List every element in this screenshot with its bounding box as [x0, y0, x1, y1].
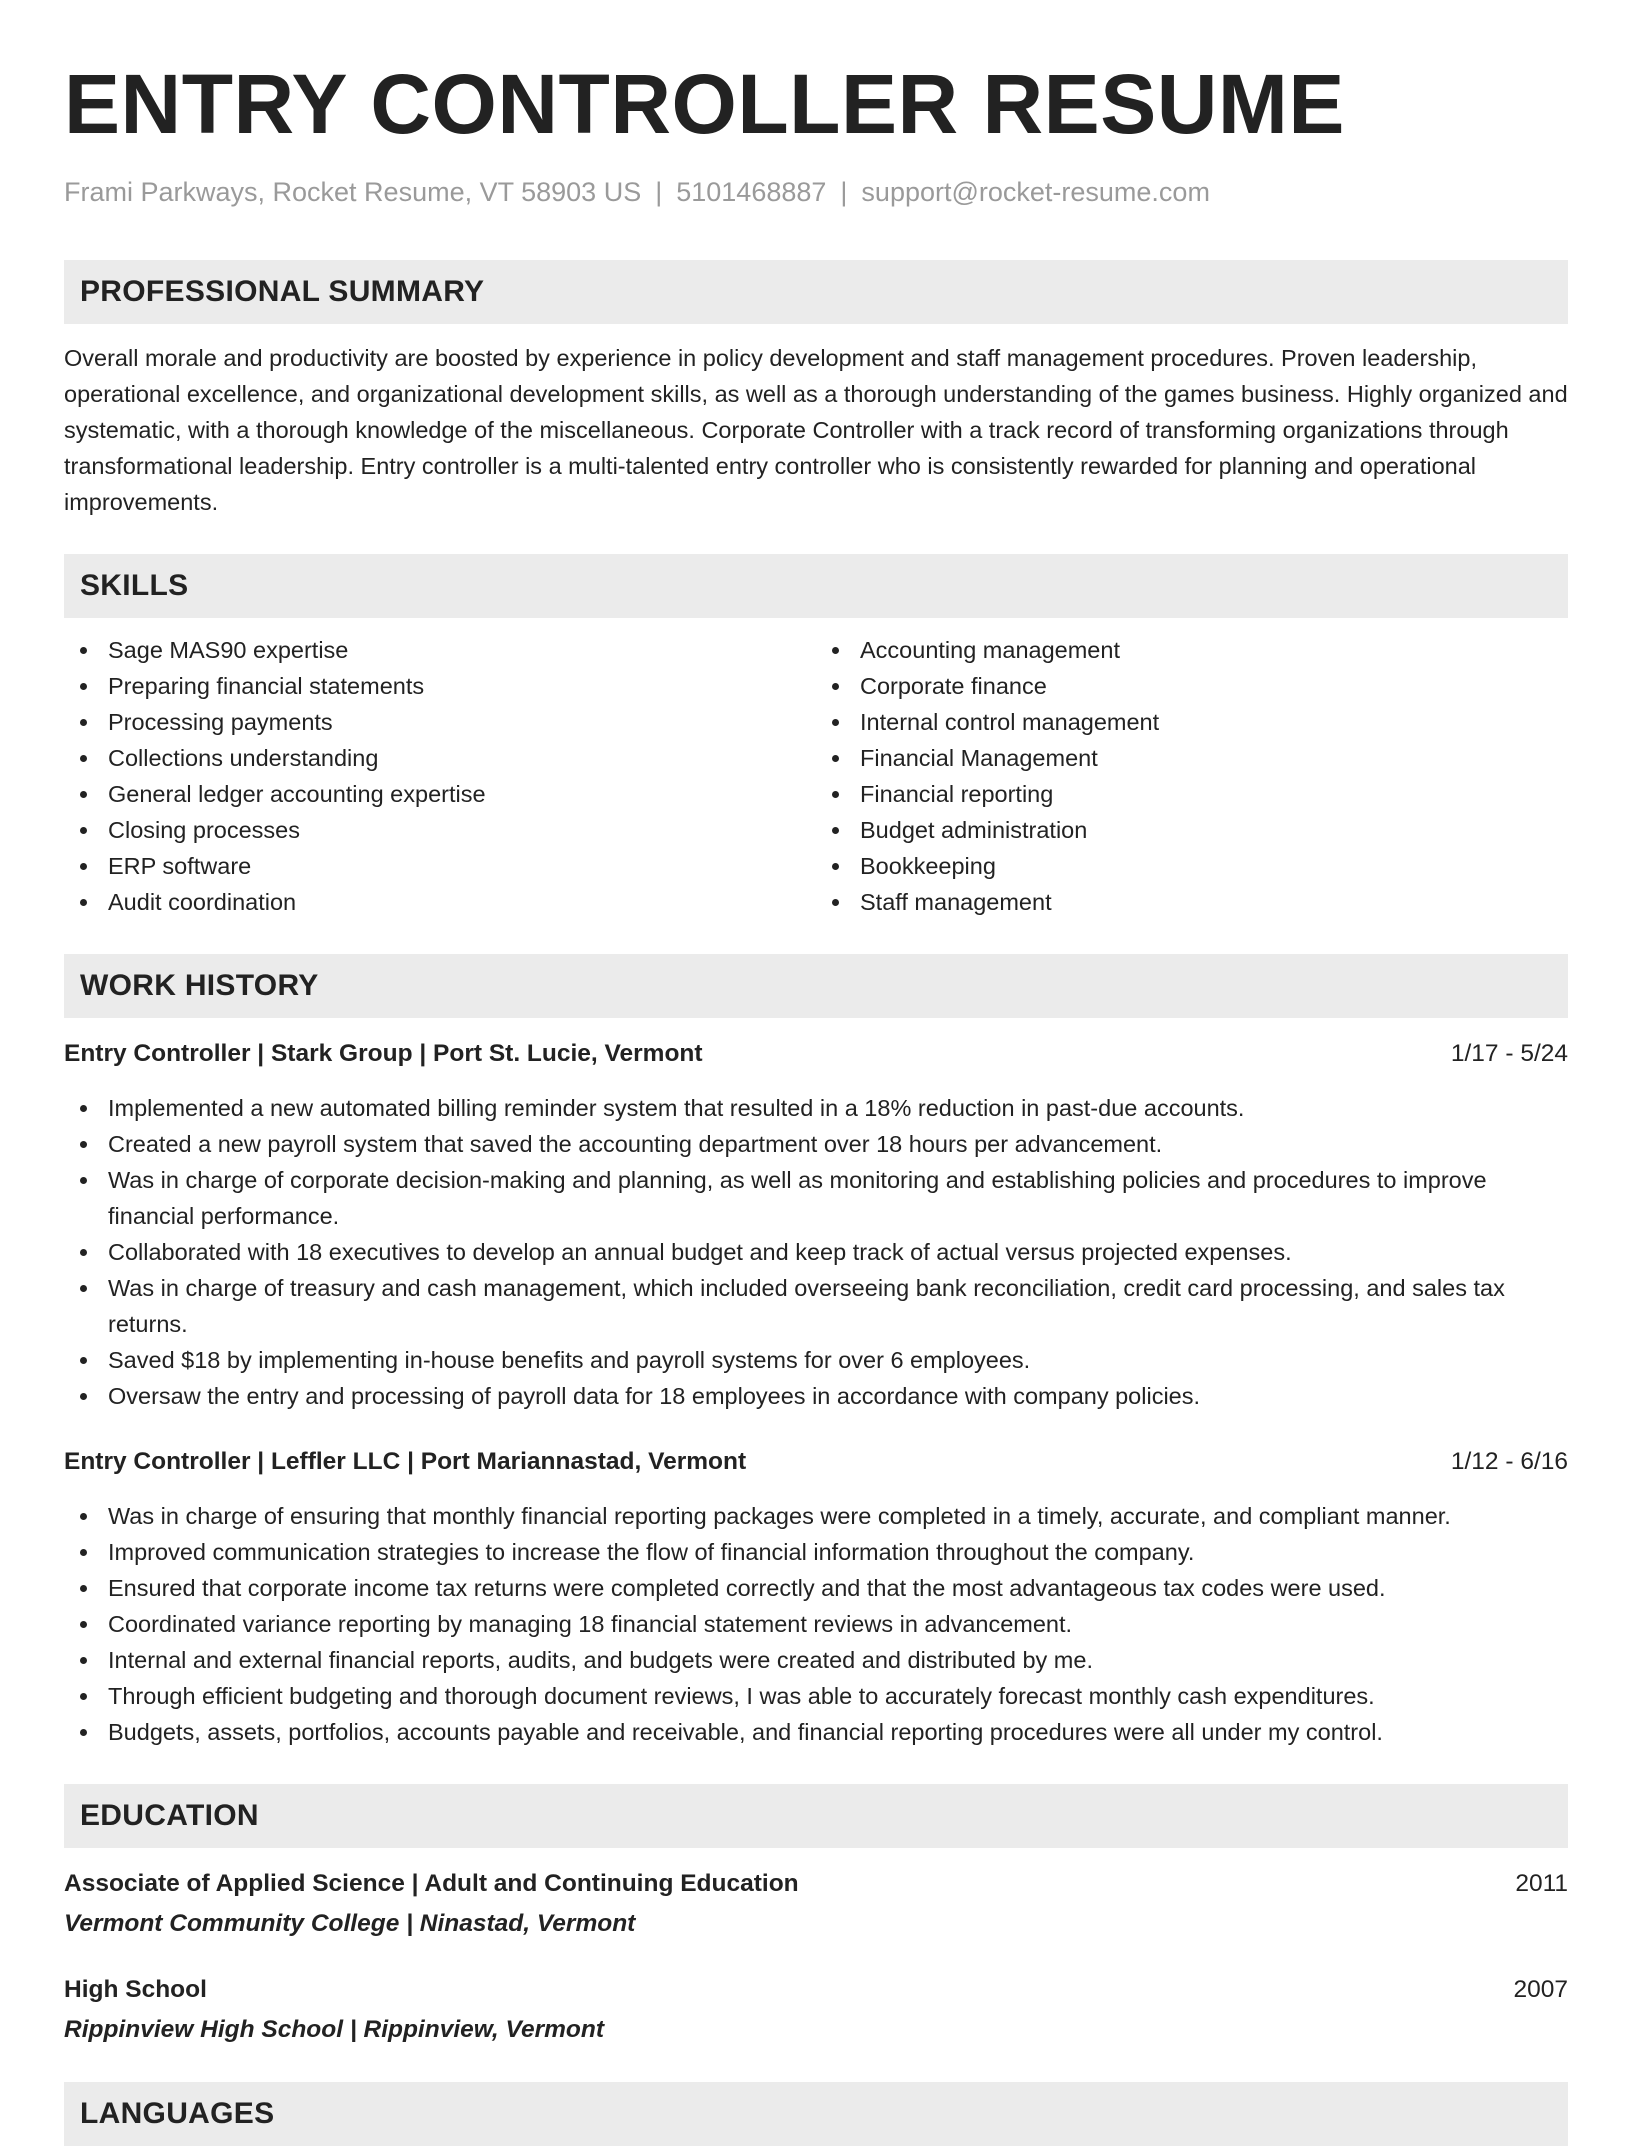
section-header-education: EDUCATION: [64, 1784, 1568, 1848]
contact-email: support@rocket-resume.com: [861, 177, 1210, 207]
section-header-work-history: WORK HISTORY: [64, 954, 1568, 1018]
contact-address: Frami Parkways, Rocket Resume, VT 58903 US: [64, 177, 642, 207]
section-header-skills: SKILLS: [64, 554, 1568, 618]
education-degree: High School: [64, 1976, 207, 2003]
job-header: [64, 1036, 1568, 1072]
skill-item: Internal control management: [816, 704, 1568, 740]
job-bullets: [64, 1498, 1568, 1750]
job-bullet: Saved $18 by implementing in-house benefits and payroll systems for over 6 employees.: [64, 1342, 1558, 1378]
job-bullet: Ensured that corporate income tax returns were completed correctly and that the most advantageous tax codes were used.: [64, 1570, 1558, 1606]
section-header-languages: LANGUAGES: [64, 2082, 1568, 2146]
job-bullet: Was in charge of ensuring that monthly financial reporting packages were completed in a timely, accurate, and compliant manner.: [64, 1498, 1558, 1534]
skill-item: Collections understanding: [64, 740, 816, 776]
skill-item: Staff management: [816, 884, 1568, 920]
job-title: Entry Controller | Leffler LLC | Port Mariannastad, Vermont: [64, 1448, 747, 1475]
contact-separator: |: [655, 177, 663, 207]
section-header-summary: PROFESSIONAL SUMMARY: [64, 260, 1568, 324]
job-bullet: Was in charge of treasury and cash management, which included overseeing bank reconciliation, credit card processing, and sales tax returns.: [64, 1270, 1558, 1342]
job-bullet: Improved communication strategies to increase the flow of financial information throughout the company.: [64, 1534, 1558, 1570]
education-school: Rippinview High School | Rippinview, Vermont: [64, 2016, 604, 2043]
skill-item: Bookkeeping: [816, 848, 1568, 884]
job-bullet: Internal and external financial reports, audits, and budgets were created and distributed by me.: [64, 1642, 1558, 1678]
education-school: Vermont Community College | Ninastad, Vermont: [64, 1910, 636, 1937]
resume-title: ENTRY CONTROLLER RESUME: [64, 57, 1345, 151]
job-bullet: Through efficient budgeting and thorough document reviews, I was able to accurately forecast monthly cash expenditures.: [64, 1678, 1558, 1714]
skill-item: Audit coordination: [64, 884, 816, 920]
job-title: Entry Controller | Stark Group | Port St. Lucie, Vermont: [64, 1040, 703, 1067]
job-bullet: Created a new payroll system that saved the accounting department over 18 hours per advancement.: [64, 1126, 1558, 1162]
job-bullets: [64, 1090, 1568, 1414]
skills-column-right: [816, 632, 1568, 920]
skill-item: Sage MAS90 expertise: [64, 632, 816, 668]
job-bullet: Implemented a new automated billing reminder system that resulted in a 18% reduction in past-due accounts.: [64, 1090, 1558, 1126]
contact-phone: 5101468887: [676, 177, 827, 207]
skill-item: General ledger accounting expertise: [64, 776, 816, 812]
job-bullet: Oversaw the entry and processing of payroll data for 18 employees in accordance with company policies.: [64, 1378, 1558, 1414]
skill-item: Preparing financial statements: [64, 668, 816, 704]
job-bullet: Was in charge of corporate decision-making and planning, as well as monitoring and establishing policies and procedures to improve financial performance.: [64, 1162, 1558, 1234]
job-bullet: Coordinated variance reporting by managing 18 financial statement reviews in advancement.: [64, 1606, 1558, 1642]
education-header: [64, 1972, 1568, 2008]
education-degree: Associate of Applied Science | Adult and Continuing Education: [64, 1870, 799, 1897]
skill-item: Financial Management: [816, 740, 1568, 776]
education-year: 2011: [1515, 1870, 1568, 1897]
skill-item: Budget administration: [816, 812, 1568, 848]
summary-text: Overall morale and productivity are boosted by experience in policy development and staff management procedures. Proven leadership, operational excellence, and organizational development skills, as well as a thorough understanding of the games business. Highly organized and systematic, with a thorough knowledge of the miscellaneous. Corporate Controller with a track record of transforming organizations through transformational leadership. Entry controller is a multi-talented entry controller who is consistently rewarded for planning and operational improvements.: [64, 345, 1568, 515]
job-header: [64, 1444, 1568, 1480]
education-header: [64, 1866, 1568, 1902]
skill-item: Accounting management: [816, 632, 1568, 668]
job-bullet: Budgets, assets, portfolios, accounts payable and receivable, and financial reporting procedures were all under my control.: [64, 1714, 1558, 1750]
skills-list: [64, 632, 1568, 920]
job-dates: 1/17 - 5/24: [1450, 1040, 1568, 1067]
skill-item: Closing processes: [64, 812, 816, 848]
skill-item: ERP software: [64, 848, 816, 884]
education-year: 2007: [1513, 1976, 1568, 2003]
skill-item: Financial reporting: [816, 776, 1568, 812]
skills-column-left: [64, 632, 816, 920]
skill-item: Processing payments: [64, 704, 816, 740]
contact-separator: |: [840, 177, 848, 207]
job-dates: 1/12 - 6/16: [1450, 1448, 1568, 1475]
skill-item: Corporate finance: [816, 668, 1568, 704]
contact-line: [64, 174, 1568, 210]
job-bullet: Collaborated with 18 executives to develop an annual budget and keep track of actual versus projected expenses.: [64, 1234, 1558, 1270]
